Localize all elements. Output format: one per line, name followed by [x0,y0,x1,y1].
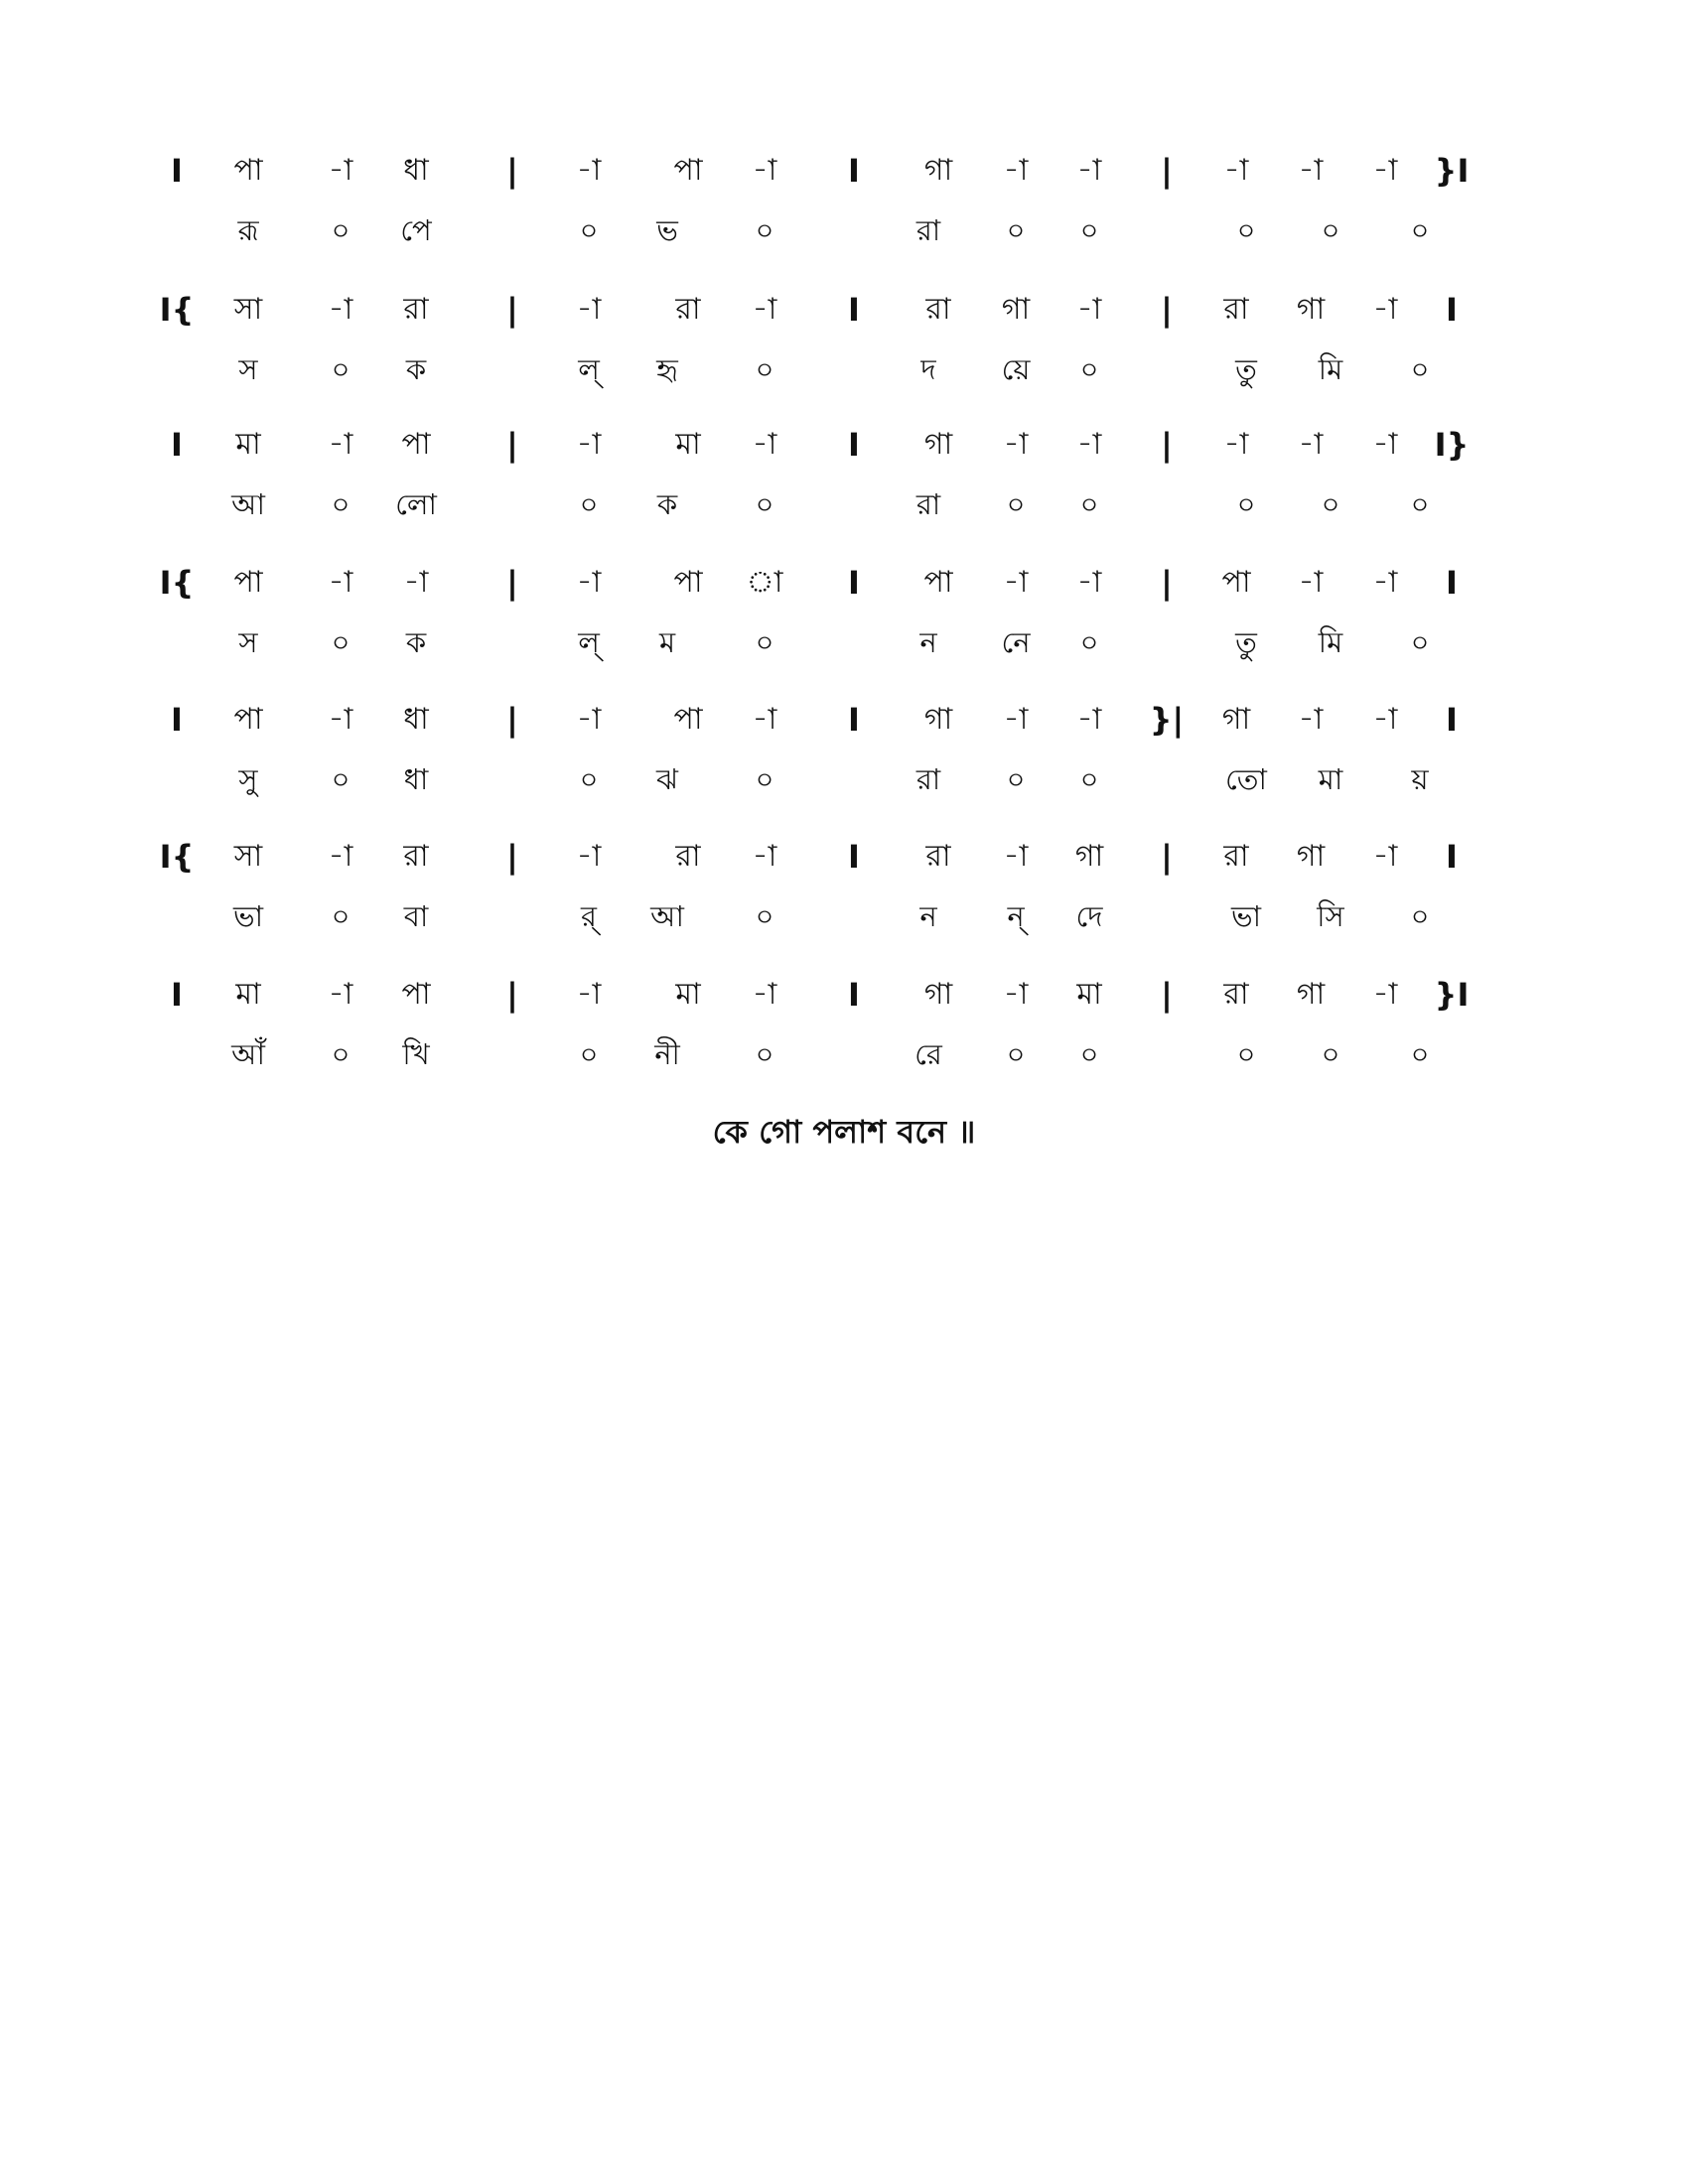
swara-note: পা [673,702,703,737]
lyric-syllable: সু [238,762,258,796]
swara-note: -া [1298,153,1324,188]
swara-note: রা [675,839,701,874]
swara-note: -া [576,839,602,874]
lyric-syllable: ০ [1079,625,1099,659]
swara-note: মা [235,977,261,1012]
swara-note: -া [1372,565,1398,600]
lyric-syllable: য় [1411,762,1429,796]
lyric-syllable: ন্ [1007,899,1025,933]
lyric-syllable: ০ [1079,762,1099,796]
swara-note: -া [752,427,777,462]
lyric-syllable: রা [915,213,941,247]
barline-symbol: I [848,152,860,190]
swara-note: গা [1296,839,1326,874]
lyric-syllable: ভ [656,213,678,247]
lyric-syllable: ক [656,487,678,521]
lyric-syllable: স [238,352,258,386]
barline-symbol: I [171,701,183,739]
lyric-syllable: ০ [1236,487,1256,521]
swara-note: -া [1003,977,1029,1012]
swara-note: -া [576,977,602,1012]
swara-note: -া [1372,839,1398,874]
barline-symbol: | [1161,426,1173,464]
barline-symbol: | [506,701,518,739]
lyric-syllable: ০ [331,899,351,933]
barline-symbol: }| [1149,701,1185,739]
lyric-syllable: ০ [1006,213,1026,247]
swara-note: -া [752,839,777,874]
lyric-syllable: ০ [579,487,599,521]
swara-note: -া [576,702,602,737]
barline-symbol: | [1161,838,1173,876]
swara-note: -া [1223,153,1249,188]
lyric-syllable: দে [1075,899,1103,933]
lyric-syllable: ০ [1006,487,1026,521]
lyric-syllable: ০ [1321,487,1340,521]
swara-note: -া [1372,292,1398,327]
swara-note: রা [1223,292,1249,327]
swara-note: -া [1003,427,1029,462]
swara-note: া [746,565,783,600]
swara-note: -া [328,427,353,462]
notation-system [0,975,1688,1104]
lyric-syllable: স [238,625,258,659]
lyric-syllable: ০ [579,762,599,796]
lyric-syllable: পে [400,213,432,247]
lyric-syllable: ০ [1321,1037,1340,1071]
lyric-syllable: ০ [331,625,351,659]
barline-symbol: I [1446,291,1458,329]
lyric-syllable: তো [1225,762,1267,796]
barline-symbol: | [1161,152,1173,190]
barline-symbol: I [848,564,860,602]
swara-note: -া [1298,565,1324,600]
swara-note: -া [328,292,353,327]
swara-note: -া [576,153,602,188]
swara-note: গা [1296,292,1326,327]
lyric-syllable: খি [402,1037,430,1071]
barline-symbol: I{ [159,291,195,329]
swara-note: -া [1298,427,1324,462]
lyric-syllable: ল্ [578,352,600,386]
lyric-syllable: মা [1318,762,1343,796]
lyric-syllable: ০ [579,213,599,247]
barline-symbol: I [171,152,183,190]
barline-symbol: I [171,426,183,464]
swara-note: -া [1223,427,1249,462]
swara-note: -া [1076,153,1102,188]
notation-system [0,563,1688,692]
notation-system [0,425,1688,554]
barline-symbol: I [1446,701,1458,739]
swara-note: -া [752,153,777,188]
swara-note: পা [401,427,431,462]
swara-note: পা [923,565,953,600]
swara-note: -া [576,427,602,462]
swara-note: -া [328,839,353,874]
swara-note: গা [923,702,953,737]
swara-note: পা [401,977,431,1012]
swara-note: রা [403,839,429,874]
barline-symbol: | [506,564,518,602]
barline-symbol: | [506,426,518,464]
lyric-syllable: ক [405,352,427,386]
swara-note: -া [328,153,353,188]
barline-symbol: I [848,291,860,329]
lyric-syllable: নে [1001,625,1031,659]
lyric-syllable: ০ [1410,487,1430,521]
barline-symbol: I [848,701,860,739]
lyric-syllable: ধা [403,762,429,796]
barline-symbol: | [506,152,518,190]
swara-note: -া [1298,702,1324,737]
swara-note: রা [403,292,429,327]
lyric-syllable: ম [658,625,676,659]
notation-system [0,290,1688,419]
lyric-syllable: আঁ [231,1037,265,1071]
swara-note: -া [1076,565,1102,600]
swara-note: পা [233,702,263,737]
lyric-syllable: তু [1235,625,1257,659]
lyric-syllable: য়ে [1001,352,1031,386]
lyric-syllable: ঝ [656,762,678,796]
lyric-syllable: দ [920,352,936,386]
song-refrain-footer: কে গো পলাশ বনে ॥ [712,1113,976,1151]
swara-note: মা [1076,977,1102,1012]
barline-symbol: | [506,291,518,329]
swara-note: -া [328,565,353,600]
lyric-syllable: ০ [755,352,774,386]
lyric-syllable: ০ [331,213,351,247]
barline-symbol: | [1161,976,1173,1014]
barline-symbol: }I [1434,976,1470,1014]
swara-note: -া [1076,702,1102,737]
lyric-syllable: আ [231,487,265,521]
lyric-syllable: ০ [1410,1037,1430,1071]
lyric-syllable: ০ [1410,352,1430,386]
swara-note: গা [1074,839,1104,874]
swara-note: গা [1221,702,1251,737]
notation-system [0,151,1688,280]
barline-symbol: I [848,838,860,876]
swara-note: পা [673,565,703,600]
swara-note: ধা [403,153,429,188]
swara-note: পা [673,153,703,188]
lyric-syllable: রে [914,1037,942,1071]
lyric-syllable: ০ [331,487,351,521]
swara-note: -া [1372,427,1398,462]
lyric-syllable: ০ [755,213,774,247]
lyric-syllable: বা [403,899,429,933]
swara-note: -া [1076,427,1102,462]
swara-note: -া [1003,839,1029,874]
swara-note: -া [576,292,602,327]
lyric-syllable: হৃ [656,352,678,386]
lyric-syllable: রা [915,762,941,796]
lyric-syllable: রূ [237,213,259,247]
lyric-syllable: রা [915,487,941,521]
swara-note: -া [1372,977,1398,1012]
notation-system [0,837,1688,966]
swara-note: মা [675,977,701,1012]
lyric-syllable: ০ [755,487,774,521]
swara-note: রা [1223,839,1249,874]
lyric-syllable: ০ [1236,213,1256,247]
barline-symbol: I{ [159,564,195,602]
swara-note: -া [1076,292,1102,327]
lyric-syllable: ০ [1321,213,1340,247]
swara-note: রা [675,292,701,327]
lyric-syllable: ভা [232,899,264,933]
swara-note: পা [1221,565,1251,600]
lyric-syllable: ০ [1079,487,1099,521]
lyric-syllable: ০ [1079,352,1099,386]
swara-note: সা [233,292,263,327]
lyric-syllable: ন [919,899,937,933]
lyric-syllable: ০ [331,762,351,796]
swara-note: -া [752,292,777,327]
lyric-syllable: মি [1318,352,1343,386]
lyric-syllable: মি [1318,625,1343,659]
barline-symbol: | [506,976,518,1014]
barline-symbol: I [1446,838,1458,876]
lyric-syllable: ল্ [578,625,600,659]
swara-note: -া [1372,702,1398,737]
swara-note: রা [1223,977,1249,1012]
lyric-syllable: ০ [1410,899,1430,933]
lyric-syllable: নী [654,1037,680,1071]
lyric-syllable: ০ [331,1037,351,1071]
swara-note: পা [233,565,263,600]
swara-note: মা [675,427,701,462]
lyric-syllable: আ [650,899,684,933]
lyric-syllable: ০ [1410,213,1430,247]
lyric-syllable: ০ [755,1037,774,1071]
lyric-syllable: সি [1317,899,1344,933]
swara-note: গা [1296,977,1326,1012]
swara-note: -া [1003,702,1029,737]
lyric-syllable: ০ [1079,213,1099,247]
lyric-syllable: ক [405,625,427,659]
swara-note: মা [235,427,261,462]
barline-symbol: I [171,976,183,1014]
lyric-syllable: ০ [579,1037,599,1071]
swara-note: -া [752,702,777,737]
swara-note: গা [923,153,953,188]
swara-note: -া [1372,153,1398,188]
barline-symbol: }I [1434,152,1470,190]
barline-symbol: I{ [159,838,195,876]
swara-note: সা [233,839,263,874]
lyric-syllable: ০ [755,762,774,796]
lyric-syllable: ০ [331,352,351,386]
swara-note: -া [752,977,777,1012]
swara-note: -া [1003,565,1029,600]
swara-note: -া [403,565,429,600]
lyric-syllable: র্ [581,899,597,933]
barline-symbol: I} [1434,426,1470,464]
lyric-syllable: ০ [1006,762,1026,796]
swara-note: রা [925,292,951,327]
barline-symbol: I [848,426,860,464]
lyric-syllable: ০ [1236,1037,1256,1071]
swara-note: -া [328,977,353,1012]
swara-note: পা [233,153,263,188]
lyric-syllable: ০ [1079,1037,1099,1071]
swara-note: রা [925,839,951,874]
lyric-syllable: ন [919,625,937,659]
barline-symbol: I [848,976,860,1014]
barline-symbol: | [1161,564,1173,602]
swara-note: গা [923,977,953,1012]
barline-symbol: | [506,838,518,876]
barline-symbol: I [1446,564,1458,602]
swara-note: গা [923,427,953,462]
swara-note: -া [1003,153,1029,188]
barline-symbol: | [1161,291,1173,329]
lyric-syllable: ০ [1410,625,1430,659]
lyric-syllable: লো [395,487,437,521]
swara-note: ধা [403,702,429,737]
lyric-syllable: তু [1235,352,1257,386]
swara-note: গা [1001,292,1031,327]
notation-system [0,700,1688,829]
lyric-syllable: ০ [1006,1037,1026,1071]
lyric-syllable: ০ [755,899,774,933]
swara-note: -া [328,702,353,737]
lyric-syllable: ভা [1230,899,1262,933]
swara-note: -া [576,565,602,600]
lyric-syllable: ০ [755,625,774,659]
